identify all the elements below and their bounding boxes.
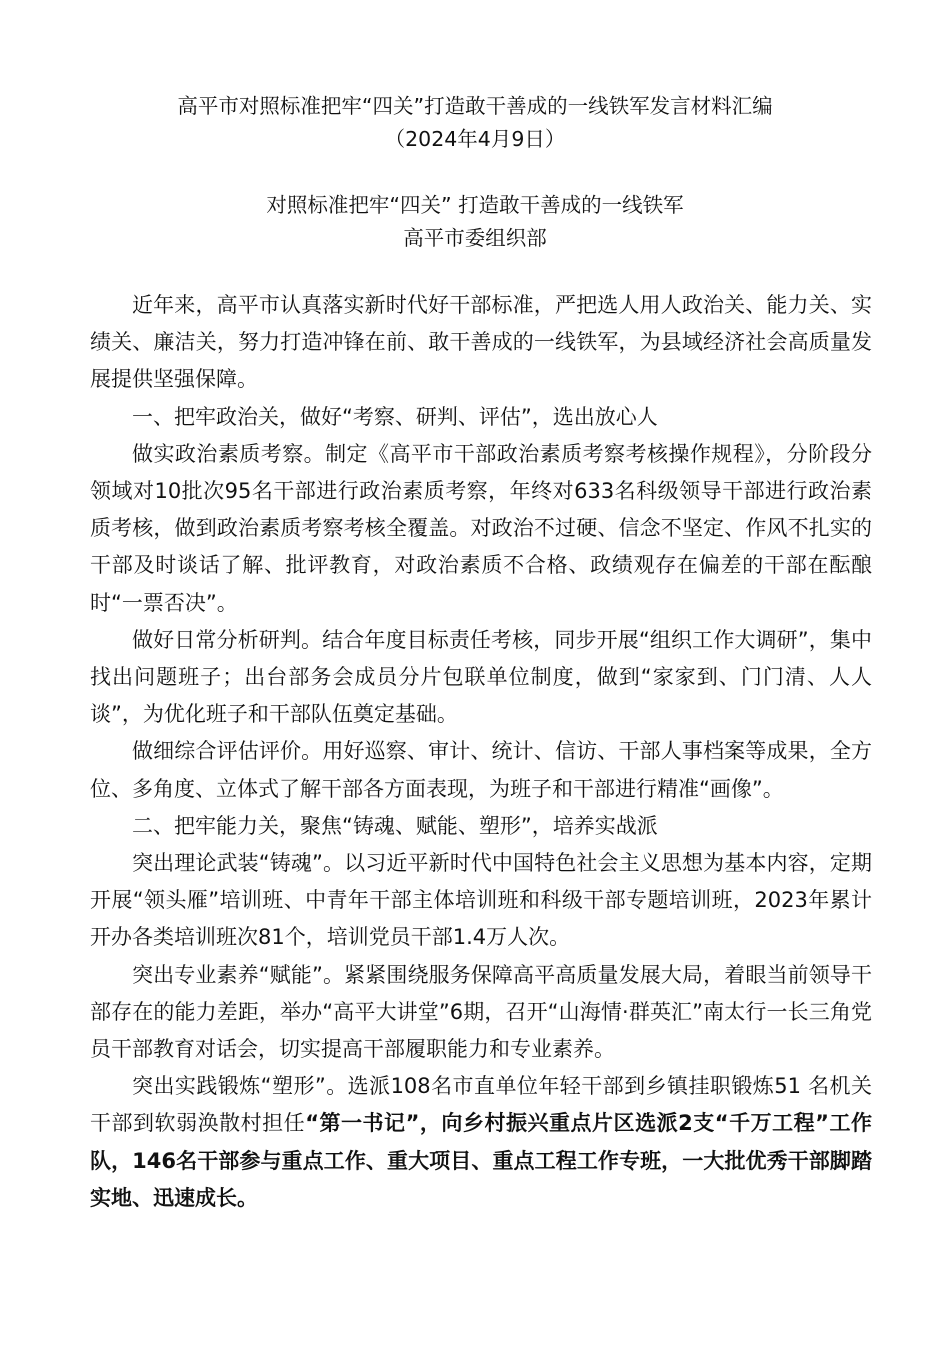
section-2-paragraph-3 [90,1068,872,1217]
article-body [90,287,872,1217]
article-title: 对照标准把牢“四关” 打造敢干善成的一线铁军 [266,193,684,217]
compilation-title: 高平市对照标准把牢“四关”打造敢干善成的一线铁军发言材料汇编 [177,94,773,118]
intro-paragraph: 近年来，高平市认真落实新时代好干部标准，严把选人用人政治关、能力关、实绩关、廉洁关，努力打造冲锋在前、敢干善成的一线铁军，为县域经济社会高质量发展提供坚强保障。 [90,293,872,392]
section-1-paragraph-3: 做细综合评估评价。用好巡察、审计、统计、信访、干部人事档案等成果，全方位、多角度、立体式了解干部各方面表现，为班子和干部进行精准“画像”。 [90,739,872,801]
section-2-paragraph-2: 突出专业素养“赋能”。紧紧围绕服务保障高平高质量发展大局，着眼当前领导干部存在的能力差距，举办“高平大讲堂”6期，召开“山海情·群英汇”南太行一长三角党员干部教育对话会，切实提高干部履职能力和专业素养。 [90,962,872,1062]
section-2-paragraph-3-bold-text: “第一书记”，向乡村振兴重点片区选派2支“千万工程”工作队，146名干部参与重点工作、重大项目、重点工程工作专班，一大批优秀干部脚踏实地、迅速成长。 [90,1111,872,1210]
section-2-paragraph-3-text: 突出实践锻炼“塑形”。选派108名市直单位年轻干部到乡镇挂职锻炼51 名机关干部到软弱涣散村担任 [90,1074,872,1136]
section-2-heading: 二、把牢能力关，聚焦“铸魂、赋能、塑形”，培养实战派 [132,813,658,838]
section-1-paragraph-2: 做好日常分析研判。结合年度目标责任考核，同步开展“组织工作大调研”，集中找出问题班子；出台部务会成员分片包联单位制度，做到“家家到、门门清、人人谈”，为优化班子和干部队伍奠定基础。 [90,627,872,727]
section-1-paragraph-1: 做实政治素质考察。制定《高平市干部政治素质考察考核操作规程》，分阶段分领域对10批次95名干部进行政治素质考察，年终对633名科级领导干部进行政治素质考核，做到政治素质考察考核全覆盖。对政治不过硬、信念不坚定、作风不扎实的干部及时谈话了解、批评教育，对政治素质不合格、政绩观存在偏差的干部在酝酿时“一票否决”。 [90,441,872,615]
document-date: （2024年4月9日） [384,127,566,151]
section-2-paragraph-1: 突出理论武装“铸魂”。以习近平新时代中国特色社会主义思想为基本内容，定期开展“领头雁”培训班、中青年干部主体培训班和科级干部专题培训班，2023年累计开办各类培训班次81个，培训党员干部1.4万人次。 [90,851,872,950]
section-1-heading: 一、把牢政治关，做好“考察、研判、评估”，选出放心人 [132,404,658,429]
article-author: 高平市委组织部 [403,226,547,250]
